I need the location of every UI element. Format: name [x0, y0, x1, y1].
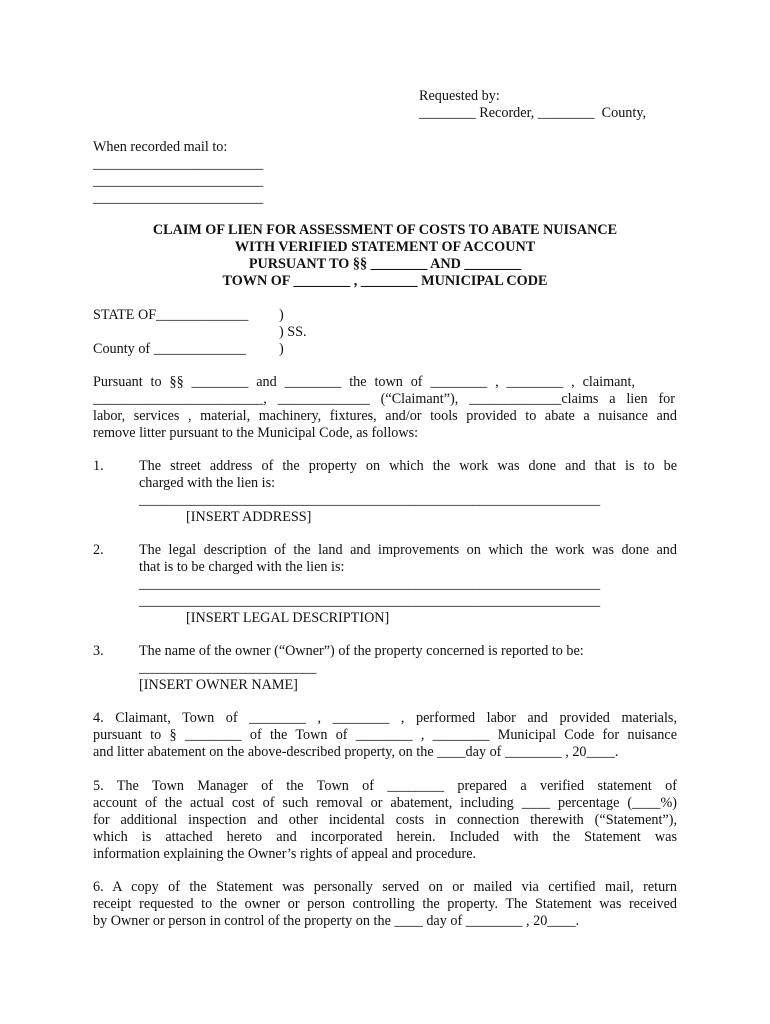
state-of-line: STATE OF_____________ — [93, 307, 249, 323]
item-4-line-2: pursuant to § ________ of the Town of ________ , ________ Municipal Code for nuisance — [93, 727, 677, 743]
item-2-number: 2. — [93, 542, 104, 558]
item-5-line-2: account of the actual cost of such removal or abatement, including ____ percentage (____%) — [93, 795, 677, 811]
intro-line-1: Pursuant to §§ ________ and ________ the town of ________ , ________ , claimant, — [93, 374, 635, 390]
title-line-1: CLAIM OF LIEN FOR ASSESSMENT OF COSTS TO ABATE NUISANCE — [152, 222, 618, 238]
item-6-line-3: by Owner or person in control of the property on the ____ day of ________ , 20____. — [93, 913, 580, 929]
mail-line-2: ________________________ — [93, 173, 264, 189]
item-6-line-1: 6. A copy of the Statement was personally served on or mailed via certified mail, return — [93, 879, 677, 895]
item-2-label: [INSERT LEGAL DESCRIPTION] — [186, 610, 390, 626]
item-5-line-1: 5. The Town Manager of the Town of ________ prepared a verified statement of — [93, 778, 677, 794]
item-2-blank-2: _________________________________________________________________ — [139, 593, 601, 609]
item-6-line-2: receipt requested to the owner or person controlling the property. The Statement was received — [93, 896, 677, 912]
item-2-blank-1: _________________________________________________________________ — [139, 576, 601, 592]
requested-by-label: Requested by: — [419, 88, 500, 104]
item-5-line-4: which is attached hereto and incorporated herein. Included with the Statement was — [93, 829, 677, 845]
item-1-label: [INSERT ADDRESS] — [186, 509, 312, 525]
item-3-label: [INSERT OWNER NAME] — [139, 677, 298, 693]
item-3-number: 3. — [93, 643, 104, 659]
item-2-line-2: that is to be charged with the lien is: — [139, 559, 345, 575]
item-3-blank: _________________________ — [139, 660, 317, 676]
recorder-line: ________ Recorder, ________ County, — [419, 105, 647, 121]
item-3-line-1: The name of the owner (“Owner”) of the property concerned is reported to be: — [139, 643, 584, 659]
item-1-number: 1. — [93, 458, 104, 474]
venue-ss: ) SS. — [279, 324, 307, 340]
county-of-line: County of _____________ — [93, 341, 246, 357]
mail-to-label: When recorded mail to: — [93, 139, 228, 155]
intro-line-2: ________________________, _____________ (“Claimant”), _____________claims a lien for — [93, 391, 675, 407]
item-4-line-3: and litter abatement on the above-described property, on the ____day of ________ , 20____. — [93, 744, 619, 760]
title-line-4: TOWN OF ________ , ________ MUNICIPAL CODE — [222, 273, 548, 289]
venue-paren-3: ) — [279, 341, 284, 357]
venue-paren-1: ) — [279, 307, 284, 323]
item-1-line-1: The street address of the property on which the work was done and that is to be — [139, 458, 677, 474]
item-1-line-2: charged with the lien is: — [139, 475, 276, 491]
mail-line-3: ________________________ — [93, 190, 264, 206]
item-4-line-1: 4. Claimant, Town of ________ , ________ , performed labor and provided materials, — [93, 710, 677, 726]
item-5-line-3: for additional inspection and other incidental costs in connection therewith (“Statement”), — [93, 812, 677, 828]
intro-line-4: remove litter pursuant to the Municipal Code, as follows: — [93, 425, 419, 441]
item-1-blank: _________________________________________________________________ — [139, 492, 601, 508]
item-2-line-1: The legal description of the land and improvements on which the work was done and — [139, 542, 677, 558]
title-line-2: WITH VERIFIED STATEMENT OF ACCOUNT — [234, 239, 536, 255]
intro-line-3: labor, services , material, machinery, fixtures, and/or tools provided to abate a nuisance and — [93, 408, 677, 424]
title-line-3: PURSUANT TO §§ ________ AND ________ — [248, 256, 522, 272]
mail-line-1: ________________________ — [93, 156, 264, 172]
item-5-line-5: information explaining the Owner’s rights of appeal and procedure. — [93, 846, 477, 862]
